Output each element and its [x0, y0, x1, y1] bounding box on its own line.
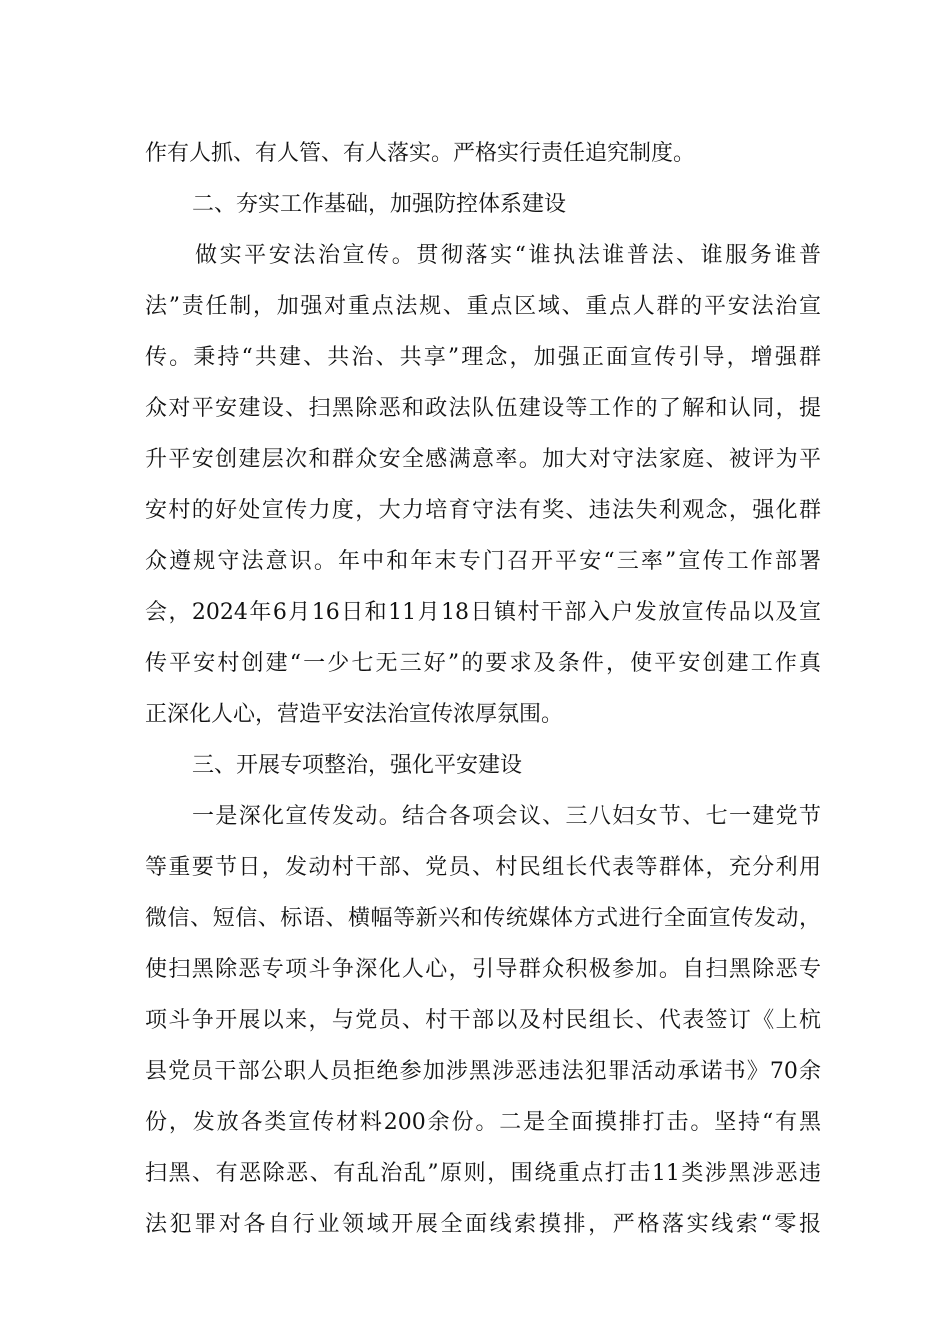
text-line: 安村的好处宣传力度，大力培育守法有奖、违法失利观念，强化群 [145, 498, 821, 523]
text-line: 传平安村创建“一少七无三好”的要求及条件，使平安创建工作真 [145, 651, 821, 676]
text-line: 县党员干部公职人员拒绝参加涉黑涉恶违法犯罪活动承诺书》70余 [145, 1059, 821, 1084]
body-text [145, 128, 821, 1250]
section-heading: 二、夯实工作基础，加强防控体系建设 [192, 192, 567, 217]
text-line: 作有人抓、有人管、有人落实。严格实行责任追究制度。 [145, 141, 696, 166]
text-line: 使扫黑除恶专项斗争深化人心，引导群众积极参加。自扫黑除恶专 [145, 957, 821, 982]
text-line: 扫黑、有恶除恶、有乱治乱”原则，围绕重点打击11类涉黑涉恶违 [145, 1161, 821, 1186]
text-line: 正深化人心，营造平安法治宣传浓厚氛围。 [145, 702, 564, 727]
text-line: 升平安创建层次和群众安全感满意率。加大对守法家庭、被评为平 [145, 447, 821, 472]
section-heading: 三、开展专项整治，强化平安建设 [192, 753, 523, 778]
text-line: 法犯罪对各自行业领域开展全面线索摸排，严格落实线索“零报 [145, 1212, 821, 1237]
text-line: 一是深化宣传发动。结合各项会议、三八妇女节、七一建党节 [192, 804, 821, 829]
text-line: 法”责任制，加强对重点法规、重点区域、重点人群的平安法治宣 [145, 294, 821, 319]
text-line: 微信、短信、标语、横幅等新兴和传统媒体方式进行全面宣传发动， [145, 906, 821, 931]
text-line: 会，2024年6月16日和11月18日镇村干部入户发放宣传品以及宣 [145, 600, 821, 625]
text-line: 众遵规守法意识。年中和年末专门召开平安“三率”宣传工作部署 [145, 549, 821, 574]
text-line: 做实平安法治宣传。贯彻落实“谁执法谁普法、谁服务谁普 [195, 243, 821, 268]
text-line: 等重要节日，发动村干部、党员、村民组长代表等群体，充分利用 [145, 855, 821, 880]
text-line: 项斗争开展以来，与党员、村干部以及村民组长、代表签订《上杭 [145, 1008, 821, 1033]
text-line: 众对平安建设、扫黑除恶和政法队伍建设等工作的了解和认同，提 [145, 396, 821, 421]
text-line: 传。秉持“共建、共治、共享”理念，加强正面宣传引导，增强群 [145, 345, 821, 370]
text-line: 份，发放各类宣传材料200余份。二是全面摸排打击。坚持“有黑 [145, 1110, 821, 1135]
